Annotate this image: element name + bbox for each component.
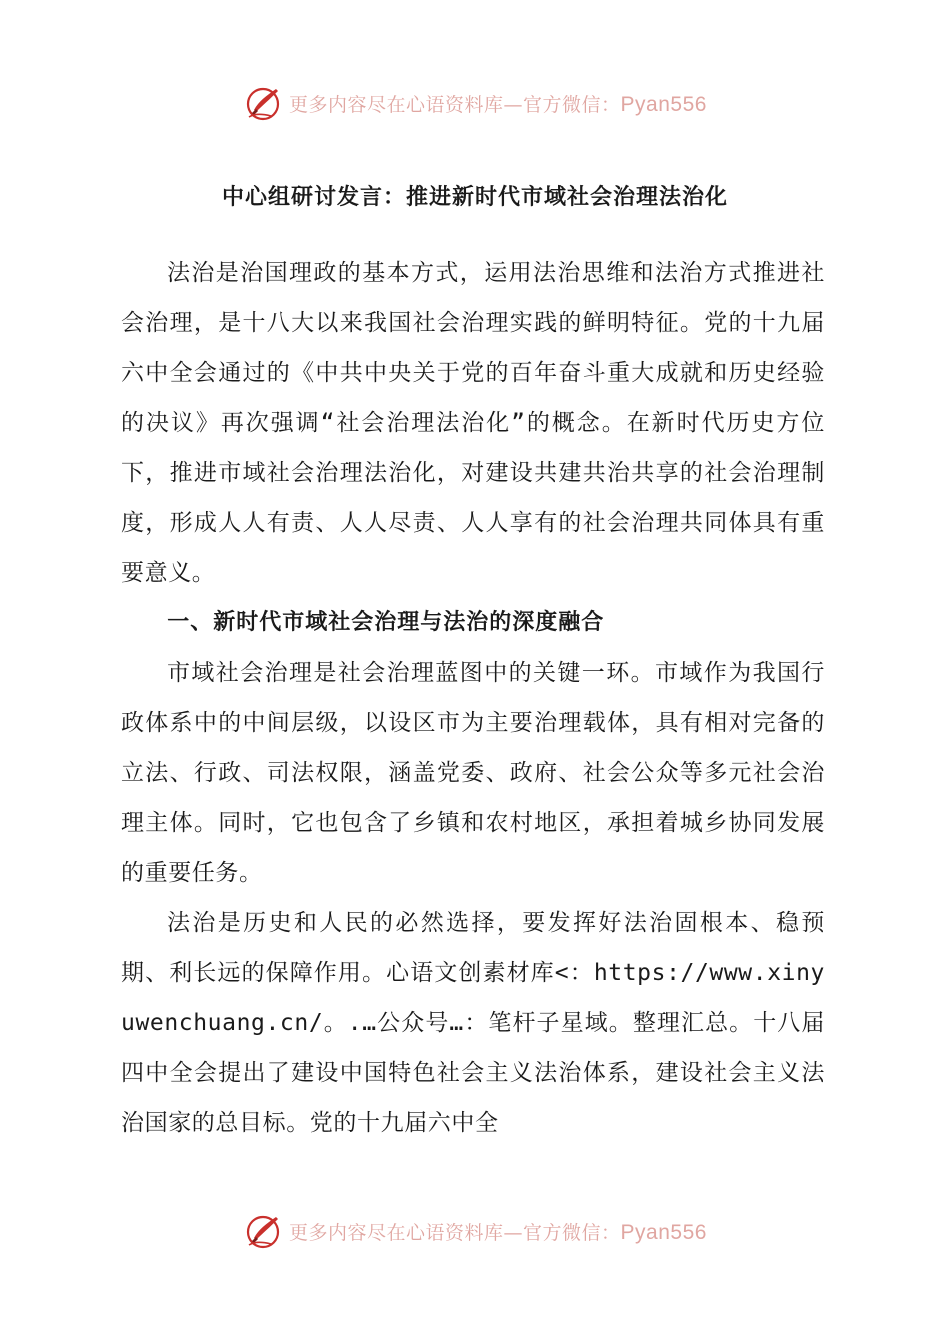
wechat-id: Pyan556	[620, 1220, 707, 1244]
intro-paragraph: 法治是治国理政的基本方式，运用法治思维和法治方式推进社会治理，是十八大以来我国社会治理实践的鲜明特征。党的十九届六中全会通过的《中共中央关于党的百年奋斗重大成就和历史经验的决议》再次强调“社会治理法治化”的概念。在新时代历史方位下，推进市域社会治理法治化，对建设共建共治共享的社会治理制度，形成人人有责、人人尽责、人人享有的社会治理共同体具有重要意义。	[121, 260, 825, 586]
wechat-id: Pyan556	[620, 92, 707, 116]
header-banner	[0, 81, 950, 125]
document-body	[121, 248, 825, 1148]
footer-banner	[0, 1209, 950, 1253]
pen-logo-icon	[243, 1211, 283, 1251]
section-heading: 一、新时代市域社会治理与法治的深度融合	[167, 610, 605, 635]
pen-logo-icon	[243, 83, 283, 123]
section-paragraph-1: 市域社会治理是社会治理蓝图中的关键一环。市域作为我国行政体系中的中间层级，以设区市为主要治理载体，具有相对完备的立法、行政、司法权限，涵盖党委、政府、社会公众等多元社会治理主体。同时，它也包含了乡镇和农村地区，承担着城乡协同发展的重要任务。	[121, 660, 825, 886]
document-title: 中心组研讨发言：推进新时代市域社会治理法治化	[221, 185, 728, 210]
banner-text: 更多内容尽在心语资料库—官方微信：Pyan556	[289, 1220, 707, 1244]
banner-text: 更多内容尽在心语资料库—官方微信：Pyan556	[289, 92, 707, 116]
section-paragraph-2: 法治是历史和人民的必然选择，要发挥好法治固根本、稳预期、利长远的保障作用。心语文创素材库<：https://www.xinyuwenchuang.cn/。.…公众号…：笔杆子星域。整理汇总。十八届四中全会提出了建设中国特色社会主义法治体系，建设社会主义法治国家的总目标。党的十九届六中全	[121, 910, 825, 1136]
